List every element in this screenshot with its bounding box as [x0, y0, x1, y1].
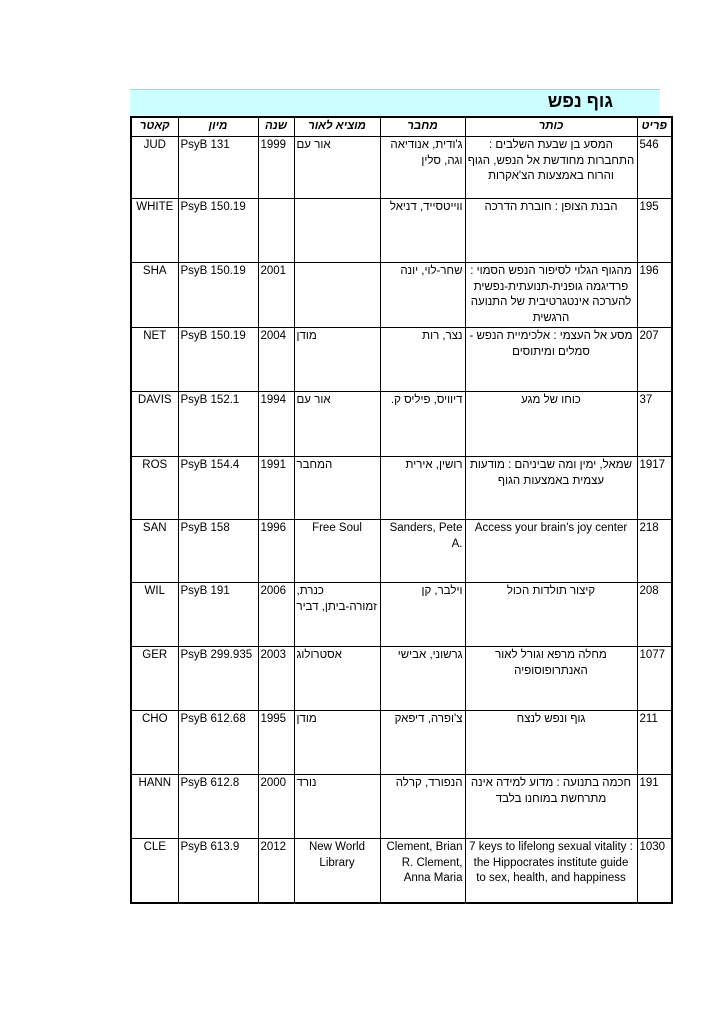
cell-item: 218: [637, 520, 672, 583]
cell-year: 2000: [258, 775, 294, 839]
cell-cutter: SHA: [131, 263, 178, 328]
cell-classification: PsyB 150.19: [178, 328, 258, 392]
cell-classification: PsyB 612.8: [178, 775, 258, 839]
table-row: [131, 199, 672, 263]
catalog-sheet: [130, 89, 667, 904]
table-row: [131, 711, 672, 775]
cell-title: חכמה בתנועה : מדוע למידה אינה מתרחשת במוחנו בלבד: [465, 775, 637, 839]
cell-title: מחלה מרפא וגורל לאור האנתרופוסופיה: [465, 647, 637, 711]
cell-cutter: DAVIS: [131, 392, 178, 457]
table-row: [131, 839, 672, 903]
cell-classification: PsyB 150.19: [178, 199, 258, 263]
cell-item: 191: [637, 775, 672, 839]
table-row: [131, 137, 672, 199]
table-row: [131, 647, 672, 711]
table-row: [131, 457, 672, 520]
cell-item: 1077: [637, 647, 672, 711]
cell-title: קיצור תולדות הכול: [465, 583, 637, 647]
cell-item: 546: [637, 137, 672, 199]
header-title: כותר: [465, 117, 637, 137]
cell-cutter: WIL: [131, 583, 178, 647]
cell-year: 1991: [258, 457, 294, 520]
cell-year: 1999: [258, 137, 294, 199]
cell-author: Clement, Brian R. Clement, Anna Maria: [380, 839, 465, 903]
cell-classification: PsyB 191: [178, 583, 258, 647]
cell-author: נצר, רות: [380, 328, 465, 392]
cell-publisher: מודן: [294, 711, 380, 775]
cell-publisher: כנרת, זמורה-ביתן, דביר: [294, 583, 380, 647]
cell-classification: PsyB 152.1: [178, 392, 258, 457]
cell-cutter: CLE: [131, 839, 178, 903]
catalog-table: [130, 116, 673, 904]
header-row: [131, 117, 672, 137]
cell-cutter: JUD: [131, 137, 178, 199]
cell-title: 7 keys to lifelong sexual vitality : the Hippocrates institute guide to sex, health, and happiness: [465, 839, 637, 903]
cell-year: 1994: [258, 392, 294, 457]
cell-title: שמאל, ימין ומה שביניהם : מודעות עצמית באמצעות הגוף: [465, 457, 637, 520]
cell-publisher: אסטרולוג: [294, 647, 380, 711]
cell-title: מסע אל העצמי : אלכימיית הנפש - סמלים ומיתוסים: [465, 328, 637, 392]
cell-publisher: אור עם: [294, 137, 380, 199]
cell-item: 1030: [637, 839, 672, 903]
cell-author: צ'ופרה, דיפאק: [380, 711, 465, 775]
cell-author: ג'ודית, אנודיאה וגה, סלין: [380, 137, 465, 199]
cell-classification: PsyB 612.68: [178, 711, 258, 775]
cell-author: רושין, אירית: [380, 457, 465, 520]
cell-classification: PsyB 154.4: [178, 457, 258, 520]
cell-year: 1996: [258, 520, 294, 583]
cell-publisher: מודן: [294, 328, 380, 392]
cell-classification: PsyB 150.19: [178, 263, 258, 328]
cell-classification: PsyB 613.9: [178, 839, 258, 903]
cell-publisher: אור עם: [294, 392, 380, 457]
cell-cutter: GER: [131, 647, 178, 711]
table-row: [131, 328, 672, 392]
cell-year: 1995: [258, 711, 294, 775]
header-cutter: קאטר: [131, 117, 178, 137]
cell-item: 195: [637, 199, 672, 263]
cell-publisher: [294, 199, 380, 263]
cell-author: Sanders, Pete A.: [380, 520, 465, 583]
cell-author: גרשוני, אבישי: [380, 647, 465, 711]
cell-cutter: NET: [131, 328, 178, 392]
cell-classification: PsyB 131: [178, 137, 258, 199]
cell-year: 2004: [258, 328, 294, 392]
cell-title: גוף ונפש לנצח: [465, 711, 637, 775]
header-year: שנה: [258, 117, 294, 137]
cell-item: 208: [637, 583, 672, 647]
cell-year: 2003: [258, 647, 294, 711]
cell-publisher: נורד: [294, 775, 380, 839]
cell-year: 2006: [258, 583, 294, 647]
cell-publisher: המחבר: [294, 457, 380, 520]
cell-author: שחר-לוי, יונה: [380, 263, 465, 328]
header-classification: מיון: [178, 117, 258, 137]
page-title: גוף נפש: [547, 91, 613, 111]
cell-author: ווייטסייד, דניאל: [380, 199, 465, 263]
cell-author: וילבר, קן: [380, 583, 465, 647]
table-row: [131, 520, 672, 583]
header-publisher: מוציא לאור: [294, 117, 380, 137]
cell-item: 207: [637, 328, 672, 392]
cell-title: כוחו של מגע: [465, 392, 637, 457]
cell-cutter: HANN: [131, 775, 178, 839]
cell-title: הבנת הצופן : חוברת הדרכה: [465, 199, 637, 263]
table-row: [131, 392, 672, 457]
cell-cutter: ROS: [131, 457, 178, 520]
cell-item: 1917: [637, 457, 672, 520]
cell-cutter: WHITE: [131, 199, 178, 263]
cell-item: 196: [637, 263, 672, 328]
cell-publisher: [294, 263, 380, 328]
cell-author: הנפורד, קרלה: [380, 775, 465, 839]
cell-year: 2012: [258, 839, 294, 903]
table-row: [131, 263, 672, 328]
cell-item: 211: [637, 711, 672, 775]
cell-cutter: CHO: [131, 711, 178, 775]
cell-item: 37: [637, 392, 672, 457]
cell-publisher: Free Soul: [294, 520, 380, 583]
table-row: [131, 775, 672, 839]
cell-cutter: SAN: [131, 520, 178, 583]
cell-year: 2001: [258, 263, 294, 328]
table-row: [131, 583, 672, 647]
cell-publisher: New World Library: [294, 839, 380, 903]
cell-classification: PsyB 158: [178, 520, 258, 583]
cell-title: Access your brain's joy center: [465, 520, 637, 583]
cell-author: דיוויס, פיליס ק.: [380, 392, 465, 457]
title-bar: [130, 89, 660, 116]
cell-classification: PsyB 299.935: [178, 647, 258, 711]
header-item: פריט: [637, 117, 672, 137]
header-author: מחבר: [380, 117, 465, 137]
cell-year: [258, 199, 294, 263]
cell-title: המסע בן שבעת השלבים : התחברות מחודשת אל הנפש, הגוף והרוח באמצעות הצ'אקרות: [465, 137, 637, 199]
cell-title: מהגוף הגלוי לסיפור הנפש הסמוי : פרדיגמה גופנית-תנועתית-נפשית להערכה אינטגרטיבית של התנועה הרגשית: [465, 263, 637, 328]
